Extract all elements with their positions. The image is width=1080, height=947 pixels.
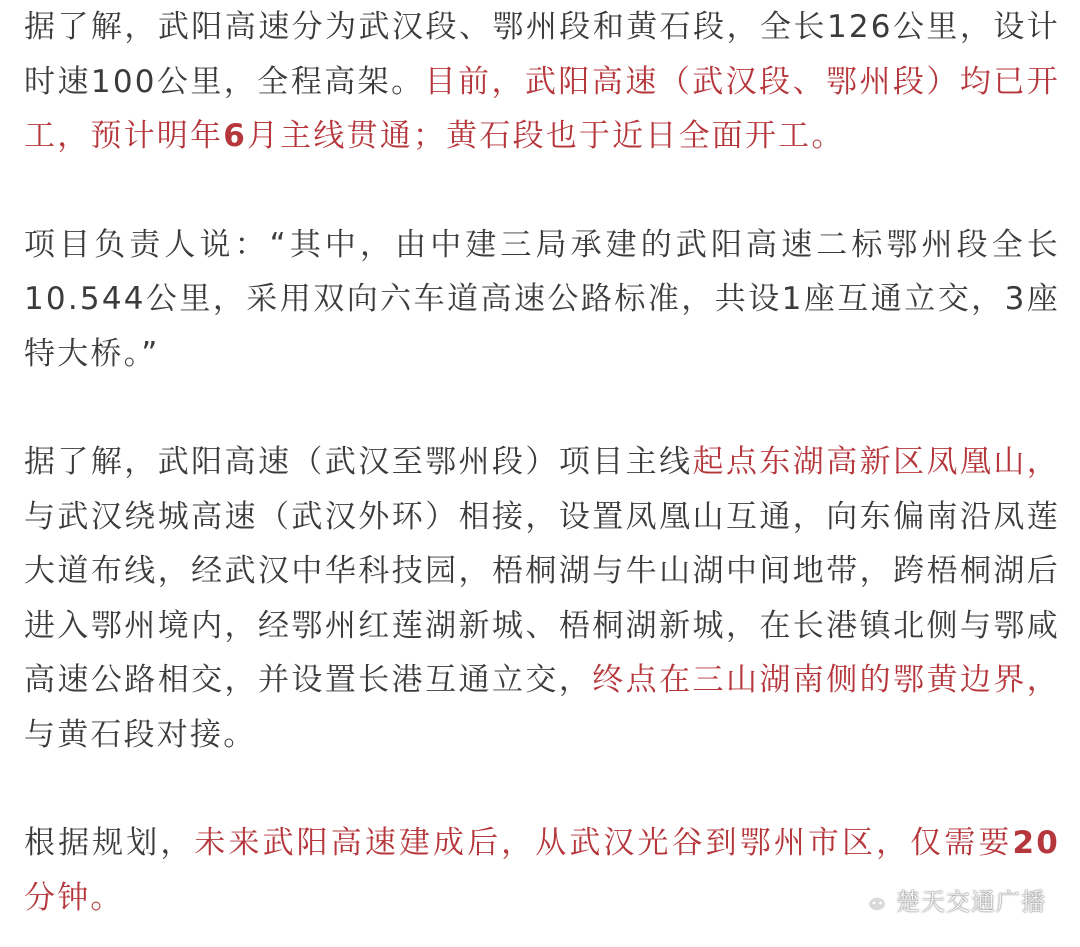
watermark xyxy=(854,882,1046,917)
paragraph-4-highlight-unit: 分钟。 xyxy=(24,879,124,916)
paragraph-3-highlight-start: 起点东湖高新区凤凰山， xyxy=(692,444,1060,480)
paragraph-4-highlight-minutes: 20 xyxy=(1012,825,1060,861)
paragraph-1-highlight-tail: 月主线贯通；黄石段也于近日全面开工。 xyxy=(246,118,845,154)
paragraph-3-text: 据了解，武阳高速（武汉至鄂州段）项目主线 xyxy=(24,444,693,480)
paragraph-2 xyxy=(24,218,1060,382)
article-body xyxy=(24,0,1060,925)
paragraph-3-highlight-end: 终点在三山湖南侧的鄂黄边界， xyxy=(592,662,1060,698)
paragraph-2-text: 项目负责人说：“其中，由中建三局承建的武阳高速二标鄂州段全长10.544公里，采用双向六车道高速公路标准，共设1座互通立交，3座特大桥。” xyxy=(24,226,1060,372)
paragraph-3-tail: 与黄石段对接。 xyxy=(24,716,257,753)
watermark-text: 楚天交通广播 xyxy=(896,888,1046,916)
wechat-icon xyxy=(854,886,888,914)
paragraph-4-text: 根据规划， xyxy=(24,825,195,861)
paragraph-1-text: 据了解，武阳高速分为武汉段、鄂州段和黄石段，全长126公里，设计时速100公里，全程高架。 xyxy=(24,9,1060,100)
paragraph-3 xyxy=(24,435,1060,762)
paragraph-1 xyxy=(24,0,1060,164)
paragraph-1-highlight-text: 目前，武阳高速（武汉段、鄂州段）均已开工，预计明年 xyxy=(24,63,1060,154)
paragraph-4-highlight-text: 未来武阳高速建成后，从武汉光谷到鄂州市区，仅需要 xyxy=(194,825,1013,861)
paragraph-3-route: 与武汉绕城高速（武汉外环）相接，设置凤凰山互通，向东偏南沿凤莲大道布线，经武汉中华科技园，梧桐湖与牛山湖中间地带，跨梧桐湖后进入鄂州境内，经鄂州红莲湖新城、梧桐湖新城，在长港镇北侧与鄂咸高速公路相交，并设置长港互通立交， xyxy=(24,498,1060,698)
paragraph-1-highlight-month: 6 xyxy=(223,118,247,154)
